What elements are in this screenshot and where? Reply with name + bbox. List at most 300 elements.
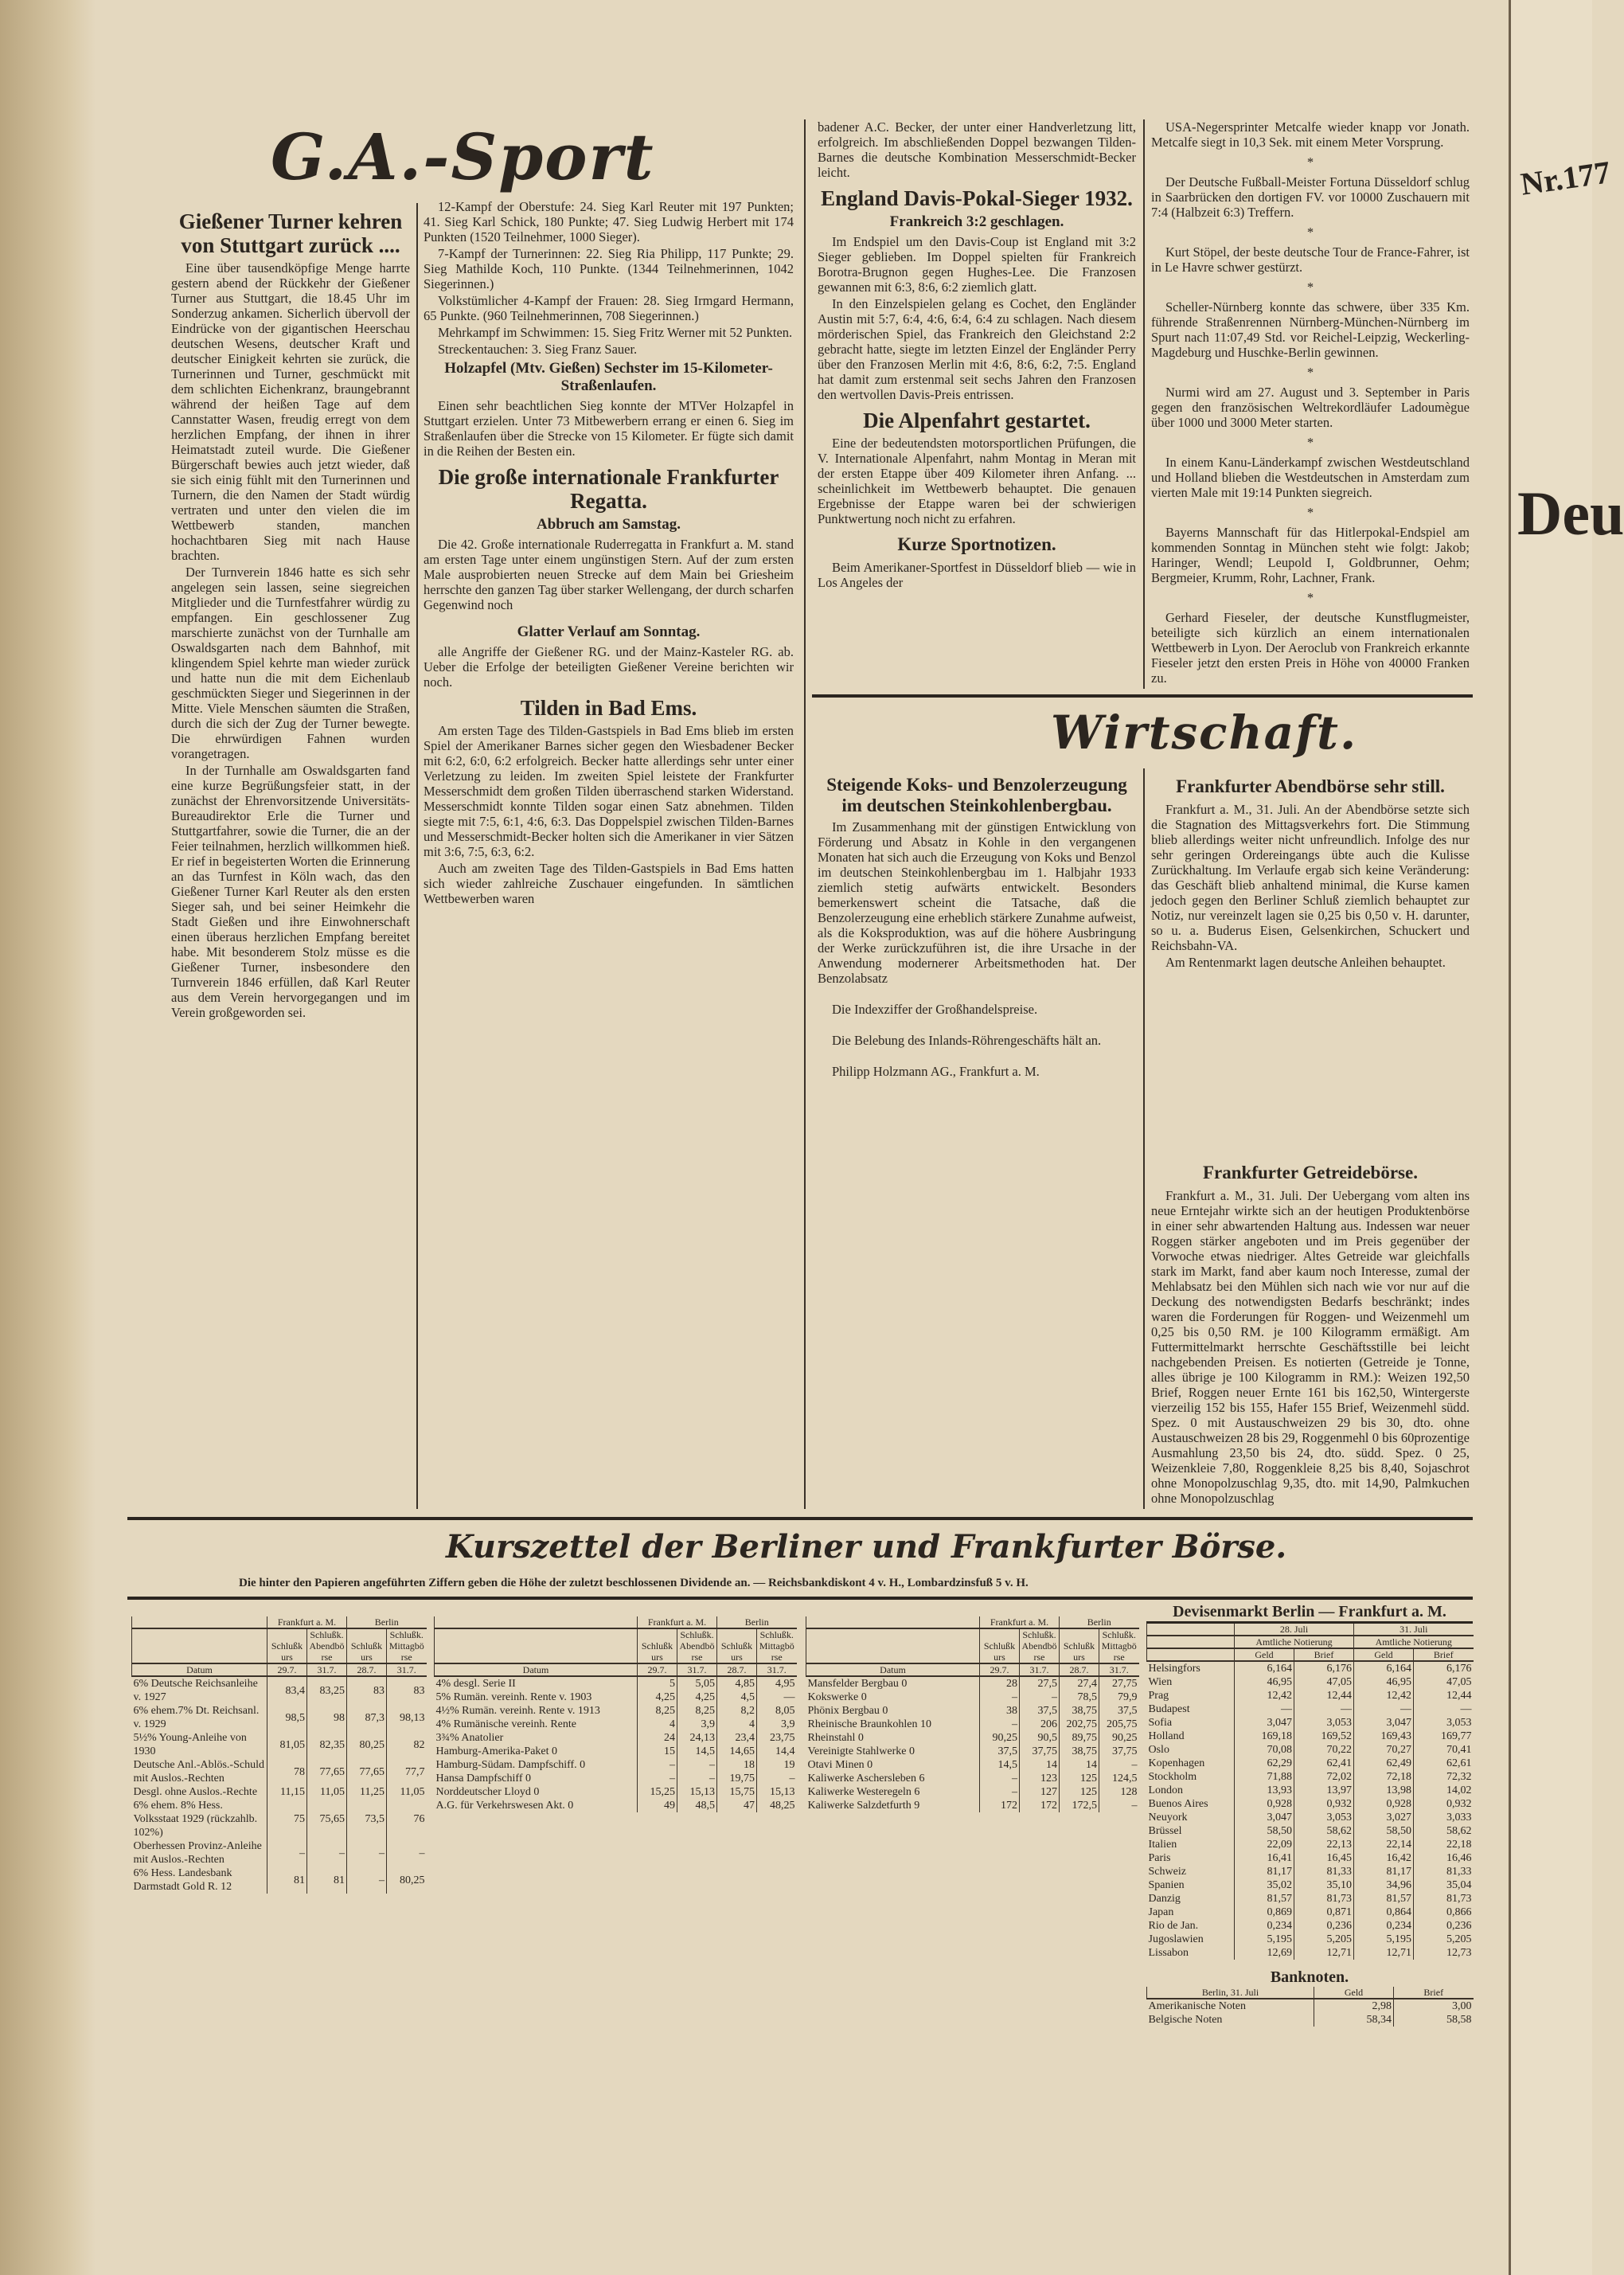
security-name: 6% Deutsche Reichsanleihe v. 1927 bbox=[133, 1678, 258, 1703]
section-rule bbox=[812, 694, 1473, 698]
quote-value: 14 bbox=[1060, 1758, 1099, 1772]
paragraph: In der Turnhalle am Oswaldsgarten fand eine kurze Begrüßungsfeier statt, in der zunächst der Ehrenvorsitzende Universitäts-Bureaudirektor Erle die Turner und Stuttgartfahrer, sowie die Turner, die an der Feier teilnahmen, herzlich willkommen hieß. Er rief in begeisterten Worten die Erinnerung an das Turnfest in Köln wach, das den Gießener Turner Karl Reuter als den ersten Sieger sah, und bei seiner Heimkehr die Stadt Gießen und ihre Einwohnerschaft einen überaus herzlichen Empfang bereitet habe. Mit besonderem Stolz müsse es die Gießener Turner, insbesondere den Turnverein 1846 erfüllen, daß Karl Reuter aus dem Verein hervorgegangen und im Verein großgeworden sei. bbox=[171, 763, 410, 1020]
quote-value: 124,5 bbox=[1099, 1772, 1139, 1785]
security-name: Kaliwerke Westeregeln 6 bbox=[807, 1786, 920, 1798]
quote-value: 82,35 bbox=[307, 1731, 347, 1758]
quote-value: 5,05 bbox=[677, 1676, 717, 1691]
currency-name: Japan bbox=[1148, 1906, 1174, 1918]
rate-value: 22,18 bbox=[1414, 1838, 1474, 1851]
table-row bbox=[806, 1731, 1139, 1745]
rate-value: 58,50 bbox=[1354, 1824, 1414, 1838]
quote-value: 90,5 bbox=[1020, 1731, 1060, 1745]
paragraph: Auch am zweiten Tage des Tilden-Gastspiels in Bad Ems hatten sich wieder zahlreiche Zuschauer eingefunden. In sämtlichen Wettbewerben waren bbox=[424, 861, 794, 906]
adjacent-headline: Deu bbox=[1517, 479, 1624, 548]
rate-value: 81,17 bbox=[1354, 1865, 1414, 1878]
header-berlin: Berlin bbox=[347, 1616, 427, 1628]
rate-value: — bbox=[1294, 1702, 1354, 1716]
date-header: 31.7. bbox=[677, 1663, 717, 1676]
quote-value: 37,5 bbox=[980, 1745, 1020, 1758]
currency-row bbox=[1147, 1702, 1474, 1716]
table-row bbox=[806, 1745, 1139, 1758]
quote-value: 11,25 bbox=[347, 1785, 387, 1799]
header-empty bbox=[435, 1616, 638, 1628]
security-name: 6% ehem. 8% Hess. Volksstaat 1929 (rückzahlb. 102%) bbox=[133, 1800, 258, 1839]
rate-value: 58,62 bbox=[1294, 1824, 1354, 1838]
paragraph: badener A.C. Becker, der unter einer Handverletzung litt, erfolgreich. Im abschließenden Doppel bezwangen Tilden-Barnes die deutsche Kombination Messerschmidt-Becker leicht. bbox=[818, 119, 1136, 180]
table-row bbox=[132, 1785, 427, 1799]
rate-value: 5,195 bbox=[1354, 1933, 1414, 1946]
kurs-table-2 bbox=[434, 1616, 796, 1812]
quote-value: – bbox=[307, 1839, 347, 1867]
kurs-table-3 bbox=[806, 1616, 1138, 1812]
table-row bbox=[435, 1676, 797, 1691]
quote-value: 82 bbox=[387, 1731, 427, 1758]
quote-value: 205,75 bbox=[1099, 1718, 1139, 1731]
date-header: 29.7. bbox=[980, 1663, 1020, 1676]
section-rule bbox=[127, 1517, 1473, 1520]
paragraph: Eine über tausendköpfige Menge harrte gestern abend der Rückkehr der Gießener Turner aus Stuttgart, die 18.45 Uhr im Sonderzug ankamen. Sicherlich übervoll der Eindrücke von der gigantischen Heerschau deutschen Wesens, deutscher Kraft und deutscher Einigkeit kehrten sie zurück, die Turnerinnen und Turner, geschmückt mit dem schlichten Eichenkranz, braungebrannt während der heißen Tage auf dem Cannstatter Wasen, freudig erregt von dem herzlichen Empfang, der ihnen in ihrer Heimatstadt zuteil wurde. Die Gießener Bürgerschaft bewies auch jetzt wieder, daß sie sich einig fühlt mit den Turnerinnen und Turnern, die den Namen der Stadt würdig vertraten und unter den vielen die im Wettbewerb standen, manchen hochachtbaren Sieg mit nach Hause brachten. bbox=[171, 260, 410, 563]
quote-value: 78 bbox=[267, 1758, 307, 1785]
quote-value: 11,05 bbox=[387, 1785, 427, 1799]
quote-value: 172 bbox=[1020, 1799, 1060, 1812]
quote-value: 28 bbox=[980, 1676, 1020, 1691]
header-empty bbox=[435, 1628, 638, 1663]
rate-value: 5,205 bbox=[1294, 1933, 1354, 1946]
quote-value: 19 bbox=[757, 1758, 797, 1772]
quote-value: 123 bbox=[1020, 1772, 1060, 1785]
header-frankfurt: Frankfurt a. M. bbox=[267, 1616, 347, 1628]
paragraph: Der Turnverein 1846 hatte es sich sehr angelegen sein lassen, seine siegreichen Mitglieder und die Turnfestfahrer würdig zu empfangen. Ein geschlossener Zug marschierte zunächst von der Turnhalle am Oswaldsgarten nach dem Bahnhof, mit klingendem Spiel kehrte man wieder zurück und hatte nun die mit dem Eichenlaub geschmückten Sieger und Siegerinnen in der Mitte. Viele Menschen säumten die Straßen, durch die sich der Zug der Turner bewegte. Die ehrwürdigen Fahnen wurden vorangetragen. bbox=[171, 565, 410, 761]
quote-value: 90,25 bbox=[1099, 1731, 1139, 1745]
currency-name: Paris bbox=[1148, 1852, 1171, 1864]
rate-value: 22,14 bbox=[1354, 1838, 1414, 1851]
rate-value: 70,08 bbox=[1235, 1743, 1294, 1757]
devisenmarkt bbox=[1146, 1602, 1473, 2027]
column-header: Schlußk. Abendbörse bbox=[307, 1628, 347, 1663]
article-heading: Tilden in Bad Ems. bbox=[520, 696, 697, 720]
security-name: 6% Hess. Landesbank Darmstadt Gold R. 12 bbox=[133, 1867, 232, 1893]
rate-value: 35,10 bbox=[1294, 1878, 1354, 1892]
quote-value: 37,75 bbox=[1020, 1745, 1060, 1758]
rate-value: 12,44 bbox=[1294, 1689, 1354, 1702]
sport-column-3 bbox=[818, 119, 1136, 689]
quote-value: 81,05 bbox=[267, 1731, 307, 1758]
quote-value: — bbox=[757, 1691, 797, 1704]
rate-value: 70,41 bbox=[1414, 1743, 1474, 1757]
date-header: 29.7. bbox=[267, 1663, 307, 1676]
rate-value: — bbox=[1235, 1702, 1294, 1716]
quote-value: 77,65 bbox=[347, 1758, 387, 1785]
currency-name: London bbox=[1148, 1784, 1184, 1796]
currency-row bbox=[1147, 1838, 1474, 1851]
rate-value: 81,33 bbox=[1294, 1865, 1354, 1878]
rate-value: 81,33 bbox=[1414, 1865, 1474, 1878]
quote-value: 5 bbox=[638, 1676, 677, 1691]
table-row bbox=[132, 1676, 427, 1704]
table-row bbox=[806, 1676, 1139, 1691]
banknote-row bbox=[1147, 1999, 1474, 2013]
quote-value: 98,5 bbox=[267, 1704, 307, 1731]
quote-value: 81 bbox=[267, 1867, 307, 1894]
section-title-wirtschaft: Wirtschaft. bbox=[1051, 706, 1358, 760]
rate-value: 72,18 bbox=[1354, 1770, 1414, 1784]
notierung-header: Amtliche Notierung bbox=[1354, 1636, 1474, 1648]
table-row bbox=[435, 1745, 797, 1758]
currency-row bbox=[1147, 1919, 1474, 1933]
article-heading: Die große internationale Frankfurter Regatta. bbox=[438, 465, 779, 513]
adjacent-page bbox=[1509, 0, 1624, 2275]
rate-value: 13,93 bbox=[1235, 1784, 1294, 1797]
quote-value: 14,65 bbox=[717, 1745, 757, 1758]
boerse-subtitle: Die hinter den Papieren angeführten Ziffern geben die Höhe der zuletzt beschlossenen Dividende an. — Reichsbankdiskont 4 v. H., Lombardzinsfuß 5 v. H. bbox=[239, 1577, 1029, 1589]
rate-value: 22,09 bbox=[1235, 1838, 1294, 1851]
paragraph: Die 42. Große internationale Ruderregatta in Frankfurt a. M. stand am ersten Tage unter einem ungünstigen Stern. Auf der zum ersten Male ausprobierten neuen Strecke auf dem Main bei Griesheim herrschte den ganzen Tag über starker Wellengang, der durch scharfen Gegenwind noch bbox=[424, 537, 794, 612]
quote-value: 18 bbox=[717, 1758, 757, 1772]
paragraph: Beim Amerikaner-Sportfest in Düsseldorf blieb — wie in Los Angeles der bbox=[818, 560, 1136, 590]
currency-name: Lissabon bbox=[1148, 1947, 1189, 1959]
rate-value: 58,62 bbox=[1414, 1824, 1474, 1838]
header-empty bbox=[806, 1628, 980, 1663]
date-header: 28.7. bbox=[717, 1663, 757, 1676]
quote-value: 172,5 bbox=[1060, 1799, 1099, 1812]
column-header: Schlußk. Abendbörse bbox=[1020, 1628, 1060, 1663]
quote-value: 3,9 bbox=[757, 1718, 797, 1731]
date-header: 31.7. bbox=[1099, 1663, 1139, 1676]
article-subheading: Glatter Verlauf am Sonntag. bbox=[517, 623, 701, 640]
paragraph: Eine der bedeutendsten motorsportlichen Prüfungen, die V. Internationale Alpenfahrt, nahm Montag in Meran mit der ersten Etappe über 409 Kilometer ihren Anfang. ... scheinlichkeit im Wettbewerb behauptet. Die genauen Ergebnisse der Etappe waren bei der schwierigen Punktwertung noch nicht zu erfahren. bbox=[818, 436, 1136, 526]
quote-value: 83,4 bbox=[267, 1676, 307, 1704]
currency-row bbox=[1147, 1851, 1474, 1865]
rate-value: 0,871 bbox=[1294, 1906, 1354, 1919]
security-name: 6% ehem.7% Dt. Reichsanl. v. 1929 bbox=[133, 1705, 260, 1730]
rate-value: 70,27 bbox=[1354, 1743, 1414, 1757]
quote-value: 49 bbox=[638, 1799, 677, 1812]
rate-value: 71,88 bbox=[1235, 1770, 1294, 1784]
quote-value: 79,9 bbox=[1099, 1691, 1139, 1704]
article-heading: England Davis-Pokal-Sieger 1932. bbox=[821, 186, 1133, 210]
quote-value: 83,25 bbox=[307, 1676, 347, 1704]
date-header: 31.7. bbox=[757, 1663, 797, 1676]
currency-row bbox=[1147, 1661, 1474, 1675]
quote-value: 125 bbox=[1060, 1785, 1099, 1799]
rate-value: — bbox=[1354, 1702, 1414, 1716]
sport-note: In einem Kanu-Länderkampf zwischen Westdeutschland und Holland blieben die Westdeutschen in Amsterdam zum vierten Male mit 19:14 Punkten siegreich. bbox=[1151, 455, 1470, 500]
date-header: 28.7. bbox=[347, 1663, 387, 1676]
result-line: 7-Kampf der Turnerinnen: 22. Sieg Ria Philipp, 117 Punkte; 29. Sieg Mathilde Koch, 110 Punkte. (1344 Teilnehmerinnen, 1042 Siegerinnen.) bbox=[424, 246, 794, 291]
header-empty bbox=[132, 1616, 267, 1628]
column-rule bbox=[416, 203, 418, 1509]
currency-name: Spanien bbox=[1148, 1879, 1185, 1891]
quote-value: – bbox=[347, 1839, 387, 1867]
quote-value: – bbox=[980, 1691, 1020, 1704]
security-name: Rheinische Braunkohlen 10 bbox=[807, 1718, 932, 1730]
rate-value: 12,73 bbox=[1414, 1946, 1474, 1960]
separator-asterisk: * bbox=[1306, 225, 1314, 240]
geld-header: Geld bbox=[1235, 1648, 1294, 1661]
paragraph: Einen sehr beachtlichen Sieg konnte der MTVer Holzapfel in Stuttgart erzielen. Unter 73 Mitbewerbern errang er einen 6. Sieg im Straßenlaufen über die Strecke von 15 Kilometer. Er fügte sich damit in die Reihen der Besten ein. bbox=[424, 398, 794, 459]
column-header: Schlußkurs bbox=[717, 1628, 757, 1663]
rate-value: 0,928 bbox=[1235, 1797, 1294, 1811]
stock-table bbox=[131, 1616, 427, 1894]
quote-value: – bbox=[757, 1772, 797, 1785]
brief-header: Brief bbox=[1294, 1648, 1354, 1661]
security-name: 4% Rumänische vereinh. Rente bbox=[435, 1718, 577, 1730]
table-row bbox=[435, 1704, 797, 1718]
sport-note: Kurt Stöpel, der beste deutsche Tour de France-Fahrer, ist in Le Havre schwer gestürzt. bbox=[1151, 244, 1470, 275]
column-header: Schlußk. Mittagbörse bbox=[1099, 1628, 1139, 1663]
rate-value: 169,43 bbox=[1354, 1730, 1414, 1743]
security-name: Mansfelder Bergbau 0 bbox=[807, 1678, 908, 1690]
currency-name: Rio de Jan. bbox=[1148, 1920, 1199, 1932]
currency-name: Prag bbox=[1148, 1690, 1169, 1702]
quote-value: 76 bbox=[387, 1799, 427, 1839]
quote-value: 23,75 bbox=[757, 1731, 797, 1745]
paragraph: Am Rentenmarkt lagen deutsche Anleihen behauptet. bbox=[1165, 955, 1446, 970]
notierung-header: Amtliche Notierung bbox=[1235, 1636, 1354, 1648]
quote-value: 23,4 bbox=[717, 1731, 757, 1745]
rate-value: 5,195 bbox=[1235, 1933, 1294, 1946]
quote-value: 38,75 bbox=[1060, 1704, 1099, 1718]
currency-row bbox=[1147, 1730, 1474, 1743]
paragraph: Die Belebung des Inlands-Röhrengeschäfts hält an. bbox=[832, 1033, 1102, 1048]
security-name: 4% desgl. Serie II bbox=[435, 1678, 516, 1690]
quote-value: 98 bbox=[307, 1704, 347, 1731]
security-name: 5½% Young-Anleihe von 1930 bbox=[133, 1732, 247, 1757]
boerse-title: Kurszettel der Berliner und Frankfurter Börse. bbox=[446, 1528, 1287, 1566]
banknoten-table bbox=[1146, 1987, 1474, 2027]
currency-name: Stockholm bbox=[1148, 1771, 1197, 1783]
currency-row bbox=[1147, 1675, 1474, 1689]
quote-value: 4 bbox=[717, 1718, 757, 1731]
security-name: 4½% Rumän. vereinh. Rente v. 1913 bbox=[435, 1705, 600, 1717]
result-line: Mehrkampf im Schwimmen: 15. Sieg Fritz Werner mit 52 Punkten. bbox=[438, 325, 793, 340]
rate-value: 58,58 bbox=[1394, 2013, 1474, 2027]
security-name: Otavi Minen 0 bbox=[807, 1759, 873, 1771]
currency-name: Brüssel bbox=[1148, 1825, 1182, 1837]
rate-value: 46,95 bbox=[1235, 1675, 1294, 1689]
currency-row bbox=[1147, 1892, 1474, 1906]
article-heading: Frankfurter Getreidebörse. bbox=[1203, 1163, 1418, 1182]
security-name: A.G. für Verkehrswesen Akt. 0 bbox=[435, 1800, 574, 1812]
table-row bbox=[435, 1731, 797, 1745]
column-header: Berlin, 31. Juli bbox=[1147, 1987, 1314, 1999]
column-header: Schlußk. Mittagbörse bbox=[757, 1628, 797, 1663]
quote-value: 15,25 bbox=[638, 1785, 677, 1799]
paragraph: alle Angriffe der Gießener RG. und der Mainz-Kasteler RG. ab. Ueber die Erfolge der beteiligten Gießener Vereine berichten wir noch. bbox=[424, 644, 794, 690]
table-row bbox=[806, 1758, 1139, 1772]
date-header: 31. Juli bbox=[1354, 1624, 1474, 1636]
security-name: Hamburg-Südam. Dampfschiff. 0 bbox=[435, 1759, 586, 1771]
quote-value: – bbox=[638, 1758, 677, 1772]
quote-value: 75 bbox=[267, 1799, 307, 1839]
currency-name: Oslo bbox=[1148, 1744, 1169, 1756]
table-row bbox=[132, 1799, 427, 1839]
section-title-sport: G.A.-Sport bbox=[271, 119, 655, 194]
result-line: 12-Kampf der Oberstufe: 24. Sieg Karl Reuter mit 197 Punkten; 41. Sieg Karl Schick, 180 Punkte; 47. Sieg Ludwig Herbert mit 174 Punkten (1520 Teilnehmer, 1000 Sieger). bbox=[424, 199, 794, 244]
rate-value: 3,053 bbox=[1294, 1716, 1354, 1730]
kurs-table-1 bbox=[131, 1616, 426, 1894]
rate-value: 6,176 bbox=[1414, 1661, 1474, 1675]
rate-value: 3,047 bbox=[1354, 1716, 1414, 1730]
banknote-row bbox=[1147, 2013, 1474, 2027]
quote-value: 15 bbox=[638, 1745, 677, 1758]
separator-asterisk: * bbox=[1306, 435, 1314, 450]
currency-name: Buenos Aires bbox=[1148, 1798, 1208, 1810]
header-frankfurt: Frankfurt a. M. bbox=[980, 1616, 1060, 1628]
rate-value: 34,96 bbox=[1354, 1878, 1414, 1892]
rate-value: 58,50 bbox=[1235, 1824, 1294, 1838]
header-empty bbox=[1147, 1636, 1235, 1648]
column-header: Schlußkurs bbox=[267, 1628, 307, 1663]
header-berlin: Berlin bbox=[1060, 1616, 1139, 1628]
quote-value: – bbox=[387, 1839, 427, 1867]
rate-value: 16,42 bbox=[1354, 1851, 1414, 1865]
security-name: Hamburg-Amerika-Paket 0 bbox=[435, 1745, 558, 1757]
quote-value: 38,75 bbox=[1060, 1745, 1099, 1758]
date-header: 29.7. bbox=[638, 1663, 677, 1676]
date-header: 31.7. bbox=[1020, 1663, 1060, 1676]
devisen-title: Devisenmarkt Berlin — Frankfurt a. M. bbox=[1146, 1602, 1473, 1624]
security-name: Phönix Bergbau 0 bbox=[807, 1705, 888, 1717]
quote-value: 37,5 bbox=[1099, 1704, 1139, 1718]
quote-value: 83 bbox=[347, 1676, 387, 1704]
rate-value: 12,71 bbox=[1354, 1946, 1414, 1960]
currency-name: Kopenhagen bbox=[1148, 1757, 1205, 1769]
rate-value: 35,02 bbox=[1235, 1878, 1294, 1892]
paragraph: Philipp Holzmann AG., Frankfurt a. M. bbox=[832, 1064, 1040, 1079]
column-header: Schlußkurs bbox=[347, 1628, 387, 1663]
rate-value: 0,866 bbox=[1414, 1906, 1474, 1919]
sport-note: Scheller-Nürnberg konnte das schwere, über 335 Km. führende Straßenrennen Nürnberg-München-Nürnberg im Spurt nach 11:07,49 Std. vor Reichel-Leipzig, Weckerling-Magdeburg und Huschke-Berlin gewinnen. bbox=[1151, 299, 1470, 360]
quote-value: 38 bbox=[980, 1704, 1020, 1718]
date-header: 31.7. bbox=[307, 1663, 347, 1676]
quote-value: 14,5 bbox=[677, 1745, 717, 1758]
quote-value: 4 bbox=[638, 1718, 677, 1731]
currency-row bbox=[1147, 1757, 1474, 1770]
issue-number: Nr.177 bbox=[1518, 154, 1613, 202]
column-rule bbox=[804, 119, 806, 1509]
currency-name: Danzig bbox=[1148, 1893, 1181, 1905]
quote-value: 4,5 bbox=[717, 1691, 757, 1704]
table-row bbox=[435, 1718, 797, 1731]
stock-table bbox=[434, 1616, 797, 1812]
quote-value: 14,4 bbox=[757, 1745, 797, 1758]
quote-value: – bbox=[347, 1867, 387, 1894]
rate-value: 6,164 bbox=[1235, 1661, 1294, 1675]
quote-value: – bbox=[1020, 1691, 1060, 1704]
table-row bbox=[806, 1704, 1139, 1718]
currency-row bbox=[1147, 1878, 1474, 1892]
quote-value: 80,25 bbox=[347, 1731, 387, 1758]
quote-value: 48,5 bbox=[677, 1799, 717, 1812]
page-binding bbox=[0, 0, 96, 2275]
column-rule bbox=[1143, 119, 1145, 689]
quote-value: 4,85 bbox=[717, 1676, 757, 1691]
rate-value: 0,864 bbox=[1354, 1906, 1414, 1919]
header-empty bbox=[132, 1628, 267, 1663]
quote-value: 27,75 bbox=[1099, 1676, 1139, 1691]
paragraph: Im Endspiel um den Davis-Coup ist England mit 3:2 Sieger geblieben. Im Doppel spielten für Frankreich Borotra-Brugnon gegen Hughes-Lee. Die Franzosen gewannen mit 6:3, 8:6, 6:2 ziemlich glatt. bbox=[818, 234, 1136, 295]
quote-value: 48,25 bbox=[757, 1799, 797, 1812]
header-empty bbox=[1147, 1648, 1235, 1661]
rate-value: 2,98 bbox=[1314, 1999, 1394, 2013]
banknote-name: Belgische Noten bbox=[1148, 2014, 1223, 2026]
header-frankfurt: Frankfurt a. M. bbox=[638, 1616, 717, 1628]
rate-value: 13,97 bbox=[1294, 1784, 1354, 1797]
security-name: Deutsche Anl.-Ablös.-Schuld mit Auslos.-Rechten bbox=[133, 1759, 264, 1784]
currency-row bbox=[1147, 1824, 1474, 1838]
separator-asterisk: * bbox=[1306, 365, 1314, 380]
quote-value: 202,75 bbox=[1060, 1718, 1099, 1731]
separator-asterisk: * bbox=[1306, 279, 1314, 295]
rate-value: 0,234 bbox=[1235, 1919, 1294, 1933]
table-row bbox=[806, 1799, 1139, 1812]
article-heading: Frankfurter Abendbörse sehr still. bbox=[1176, 776, 1445, 796]
article-heading: Kurze Sportnotizen. bbox=[897, 534, 1056, 554]
security-name: Kokswerke 0 bbox=[807, 1691, 867, 1703]
rate-value: 169,18 bbox=[1235, 1730, 1294, 1743]
article-heading: Steigende Koks- und Benzolerzeugung im deutschen Steinkohlenbergbau. bbox=[826, 775, 1127, 815]
quote-value: 8,05 bbox=[757, 1704, 797, 1718]
quote-value: 77,65 bbox=[307, 1758, 347, 1785]
currency-name: Neuyork bbox=[1148, 1812, 1188, 1824]
security-name: Kaliwerke Salzdetfurth 9 bbox=[807, 1800, 920, 1812]
rate-value: 13,98 bbox=[1354, 1784, 1414, 1797]
rate-value: 47,05 bbox=[1414, 1675, 1474, 1689]
quote-value: 27,4 bbox=[1060, 1676, 1099, 1691]
security-name: Hansa Dampfschiff 0 bbox=[435, 1773, 531, 1784]
currency-row bbox=[1147, 1743, 1474, 1757]
rate-value: 3,00 bbox=[1394, 1999, 1474, 2013]
rate-value: 3,053 bbox=[1294, 1811, 1354, 1824]
quote-value: 4,25 bbox=[638, 1691, 677, 1704]
security-name: Oberhessen Provinz-Anleihe mit Auslos.-Rechten bbox=[133, 1840, 262, 1866]
quote-value: – bbox=[267, 1839, 307, 1867]
table-row bbox=[435, 1799, 797, 1812]
rate-value: 81,73 bbox=[1414, 1892, 1474, 1906]
security-name: Norddeutscher Lloyd 0 bbox=[435, 1786, 540, 1798]
wirtschaft-column-left bbox=[818, 768, 1136, 1509]
quote-value: 24 bbox=[638, 1731, 677, 1745]
column-header: Schlußkurs bbox=[980, 1628, 1020, 1663]
quote-value: – bbox=[1099, 1758, 1139, 1772]
rate-value: 81,73 bbox=[1294, 1892, 1354, 1906]
table-row bbox=[132, 1839, 427, 1867]
quote-value: 128 bbox=[1099, 1785, 1139, 1799]
paragraph: Frankfurt a. M., 31. Juli. An der Abendbörse setzte sich die Stagnation des Mittagsverkehrs fort. Die Stimmung blieb allerdings weiter nicht unfreundlich. Infolge des nur sehr geringen Ordereingangs übte auch die Kulisse Zurückhaltung. Im Verlaufe ergab sich keine Veränderung: das Geschäft blieb anhaltend minimal, die Kurse kamen jedoch gegen den Berliner Schluß ziemlich behauptet zur Notiz, nur vereinzelt lagen sie 0,25 bis 0,50 v. H. darunter, so u. a. Buderus Eisen, Gelsenkirchen, Schuckert und Reichsbahn-VA. bbox=[1151, 802, 1470, 953]
rate-value: 47,05 bbox=[1294, 1675, 1354, 1689]
quote-value: 47 bbox=[717, 1799, 757, 1812]
rate-value: 81,17 bbox=[1235, 1865, 1294, 1878]
rate-value: 0,236 bbox=[1294, 1919, 1354, 1933]
date-header: 28.7. bbox=[1060, 1663, 1099, 1676]
quote-value: 78,5 bbox=[1060, 1691, 1099, 1704]
quote-value: 15,13 bbox=[757, 1785, 797, 1799]
quote-value: 172 bbox=[980, 1799, 1020, 1812]
rate-value: 62,41 bbox=[1294, 1757, 1354, 1770]
paragraph: Die Indexziffer der Großhandelspreise. bbox=[832, 1002, 1038, 1017]
table-row bbox=[132, 1704, 427, 1731]
rate-value: 0,236 bbox=[1414, 1919, 1474, 1933]
header-empty bbox=[806, 1616, 980, 1628]
column-header: Schlußk. Abendbörse bbox=[677, 1628, 717, 1663]
quote-value: 8,2 bbox=[717, 1704, 757, 1718]
rate-value: 0,932 bbox=[1414, 1797, 1474, 1811]
geld-header: Geld bbox=[1354, 1648, 1414, 1661]
quote-value: 37,75 bbox=[1099, 1745, 1139, 1758]
table-row bbox=[132, 1758, 427, 1785]
rate-value: 12,69 bbox=[1235, 1946, 1294, 1960]
